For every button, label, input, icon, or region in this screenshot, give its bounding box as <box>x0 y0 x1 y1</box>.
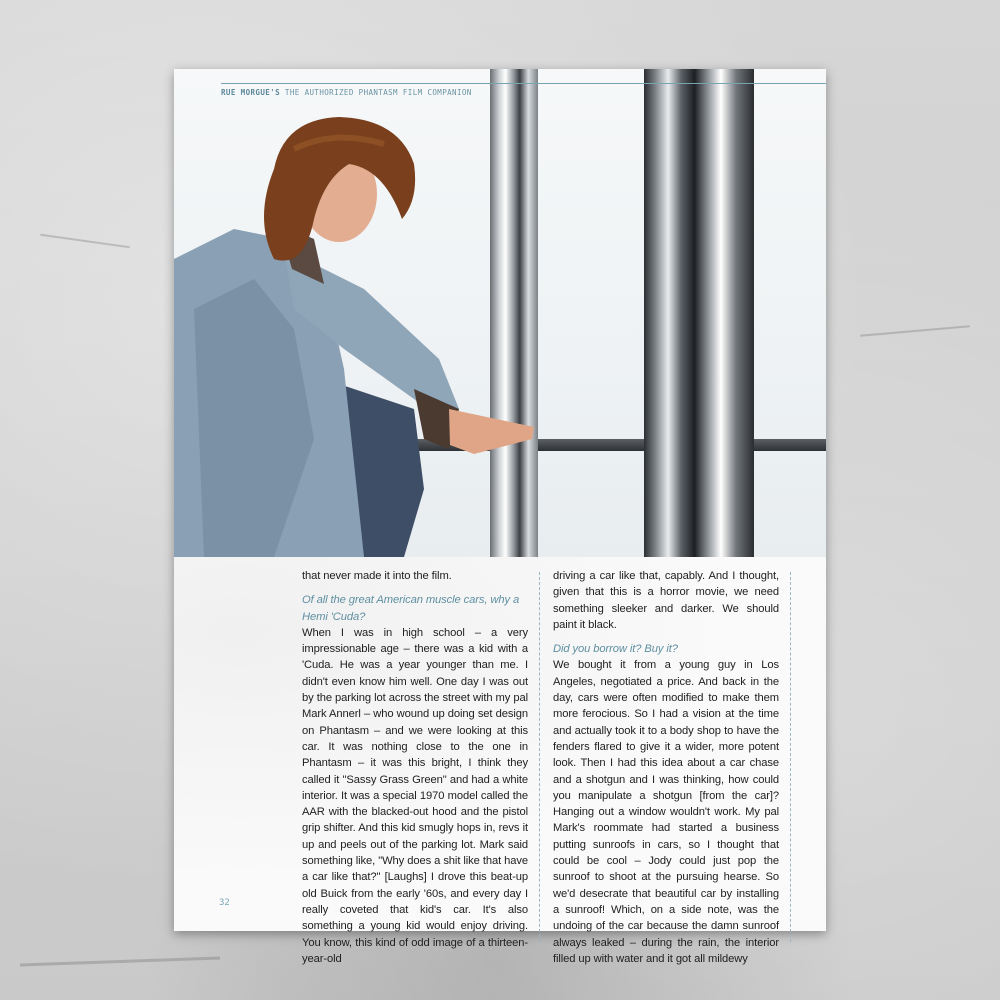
text-column-1 <box>302 568 528 967</box>
header-subtitle: THE AUTHORIZED PHANTASM FILM COMPANION <box>284 88 472 97</box>
wall-crack <box>20 957 220 967</box>
running-header <box>221 88 472 97</box>
wall-crack <box>40 234 129 249</box>
boy-figure <box>174 109 544 557</box>
magazine-page <box>174 69 826 965</box>
header-brand: RUE MORGUE'S <box>221 88 280 97</box>
interview-question: Of all the great American muscle cars, why a Hemi 'Cuda? <box>302 594 520 623</box>
paragraph: that never made it into the film. <box>302 570 452 582</box>
paragraph: When I was in high school – a very impressionable age – there was a kid with a 'Cuda. He was a year younger than me. I didn't even know him well. One day I was out by the parking lot across the street with my pal Mark Annerl – who wound up doing set design on Phantasm – and we were looking at this car. It was nothing close to the one in Phantasm – it was this bright, I think they called it "Sassy Grass Green" and had a white interior. It was a special 1970 model called the AAR with the blacked-out hood and the pistol grip shifter. And this kid smugly hops in, revs it up and peels out of the parking lot. Mark said something like, "Why does a shit like that have a car like that?" [Laughs] I drove this beat-up old Buick from the early '60s, and every day I really coveted that kid's car. It's also something a young kid would enjoy driving. You know, this kind of odd image of a thirteen-year-old <box>302 626 528 965</box>
page-number: 32 <box>219 898 230 908</box>
header-rule <box>221 83 826 84</box>
text-column-2 <box>553 568 779 967</box>
paragraph: We bought it from a young guy in Los Angeles, negotiated a price. And back in the day, cars were often modified to make them more ferocious. So I had a vision at the time and actually took it to a body shop to have the fenders flared to give it a wider, more potent look. Then I had this idea about a car chase and a shotgun and I was thinking, how could you manipulate a shotgun [from the car]? Hanging out a window wouldn't work. My pal Mark's roommate had started a business putting sunroofs in cars, so I thought that could be cool – Jody could just pop the sunroof to shoot at the pursuing hearse. So we'd desecrate that beautiful car by installing a sunroof! Which, on a side note, was the undoing of the car because the damn sunroof always leaked – during the rain, the interior filled up with water and it got all mildewy <box>553 659 779 965</box>
wall-crack <box>860 325 970 337</box>
column-divider <box>539 572 540 942</box>
film-still-photo <box>174 69 826 557</box>
interview-question: Did you borrow it? Buy it? <box>553 643 678 656</box>
chrome-pipe <box>644 69 754 557</box>
column-divider <box>790 572 791 942</box>
paragraph: driving a car like that, capably. And I thought, given that this is a horror movie, we need something sleeker and darker. We should paint it black. <box>553 570 779 631</box>
